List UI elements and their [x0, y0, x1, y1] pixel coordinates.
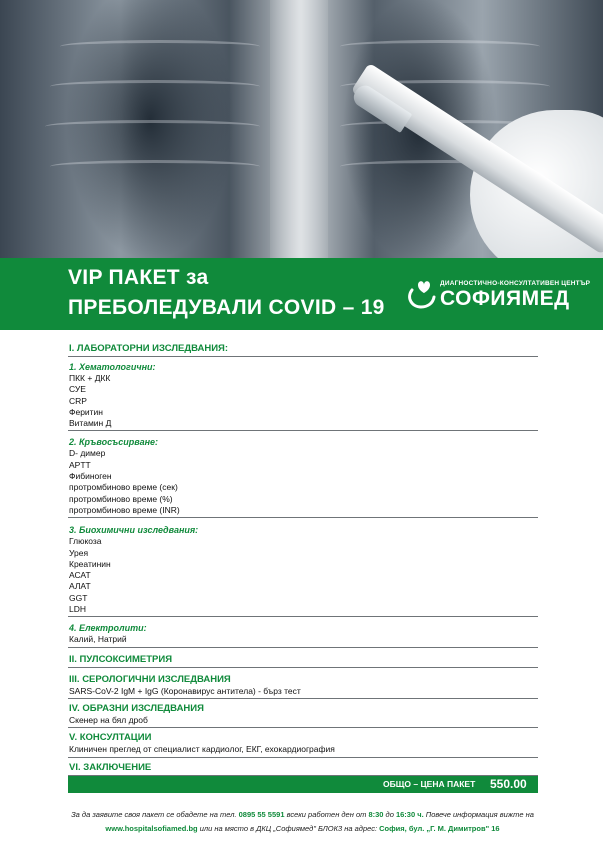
section-electrolytes	[68, 623, 538, 647]
xray-rib	[60, 40, 260, 53]
logo-name: СОФИЯМЕД	[440, 287, 570, 310]
footer-text: или на място в ДКЦ „Софиямед" БЛОК3 на адрес:	[197, 824, 380, 833]
section-title: VI. ЗАКЛЮЧЕНИЕ	[69, 761, 152, 773]
footer-line2	[30, 822, 575, 836]
footer-text: За да заявите своя пакет се обадете на тел.	[71, 810, 239, 819]
section-conclusion	[68, 762, 538, 776]
xray-rib	[340, 40, 540, 53]
website-link[interactable]: www.hospitalsofiamed.bg	[105, 824, 198, 833]
list-item: Скенер на бял дроб	[69, 714, 148, 725]
section-imaging	[68, 703, 538, 728]
xray-rib	[50, 80, 260, 93]
list-item: Витамин Д	[69, 418, 112, 429]
total-price-bar	[68, 776, 538, 793]
section-coagulation	[68, 437, 538, 518]
list-item: GGT	[69, 592, 88, 603]
list-item: D- димер	[69, 448, 106, 459]
contact-footer	[30, 808, 575, 836]
section-consultations	[68, 732, 538, 757]
footer-text: всеки работен ден от	[284, 810, 369, 819]
package-title-line2: ПРЕБОЛЕДУВАЛИ COVID – 19	[68, 296, 385, 319]
list-item: Креатинин	[69, 558, 111, 569]
sofiamed-logo-icon	[404, 276, 438, 310]
list-item: АЛАТ	[69, 581, 91, 592]
list-item: Глюкоза	[69, 536, 102, 547]
xray-rib	[45, 120, 260, 133]
section-biochemistry	[68, 525, 538, 617]
list-item: протромбиново време (INR)	[69, 504, 180, 515]
section-title: IV. ОБРАЗНИ ИЗСЛЕДВАНИЯ	[69, 702, 204, 714]
list-item: LDH	[69, 604, 87, 615]
list-item: протромбиново време (сек)	[69, 482, 178, 493]
xray-hero-image	[0, 0, 603, 258]
xray-rib	[50, 160, 260, 173]
section-hematology	[68, 362, 538, 431]
section-laboratory	[68, 343, 538, 357]
section-pulse-oximetry	[68, 654, 538, 668]
list-item: SARS-CoV-2 IgM + IgG (Коронавирус антитела) - бърз тест	[69, 685, 301, 696]
footer-text: Повече информация вижте на	[423, 810, 534, 819]
total-price-label: ОБЩО – ЦЕНА ПАКЕТ	[383, 779, 476, 789]
list-item: ПКК + ДКК	[69, 373, 111, 383]
section-title: 1. Хематологични:	[69, 362, 156, 372]
time-to: 16:30 ч.	[395, 810, 424, 819]
xray-spine	[270, 0, 328, 258]
list-item: APTT	[69, 459, 91, 470]
list-item: Урея	[69, 547, 89, 558]
section-title: 2. Кръвосъсирване:	[69, 437, 159, 448]
package-title-line1: VIP ПАКЕТ за	[68, 266, 209, 289]
list-item: СУЕ	[69, 384, 86, 395]
list-item: Феритин	[69, 406, 103, 417]
total-price-value: 550.00	[490, 777, 527, 791]
time-from: 8:30	[368, 810, 384, 819]
list-item: Калий, Натрий	[69, 634, 127, 645]
package-contents	[68, 343, 538, 780]
list-item: Фибиноген	[69, 471, 112, 482]
list-item: протромбиново време (%)	[69, 493, 173, 504]
package-title	[68, 263, 385, 323]
section-title: I. ЛАБОРАТОРНИ ИЗСЛЕДВАНИЯ:	[69, 343, 229, 354]
logo-subtitle: ДИАГНОСТИЧНО-КОНСУЛТАТИВЕН ЦЕНТЪР	[440, 280, 591, 287]
section-serology	[68, 674, 538, 699]
footer-line1	[30, 808, 575, 822]
phone-number[interactable]: 0895 55 5591	[238, 810, 285, 819]
section-title: III. СЕРОЛОГИЧНИ ИЗСЛЕДВАНИЯ	[69, 673, 231, 685]
address: София, бул. „Г. М. Димитров" 16	[379, 824, 500, 833]
section-title: 3. Биохимични изследвания:	[69, 525, 199, 536]
section-title: 4. Електролити:	[69, 623, 147, 634]
section-title: II. ПУЛСОКСИМЕТРИЯ	[69, 653, 173, 665]
footer-text: до	[383, 810, 396, 819]
list-item: АСАТ	[69, 570, 91, 581]
section-title: V. КОНСУЛТАЦИИ	[69, 732, 152, 744]
list-item: Клиничен преглед от специалист кардиолог, ЕКГ, ехокардиография	[69, 744, 335, 755]
list-item: CRP	[69, 395, 87, 406]
